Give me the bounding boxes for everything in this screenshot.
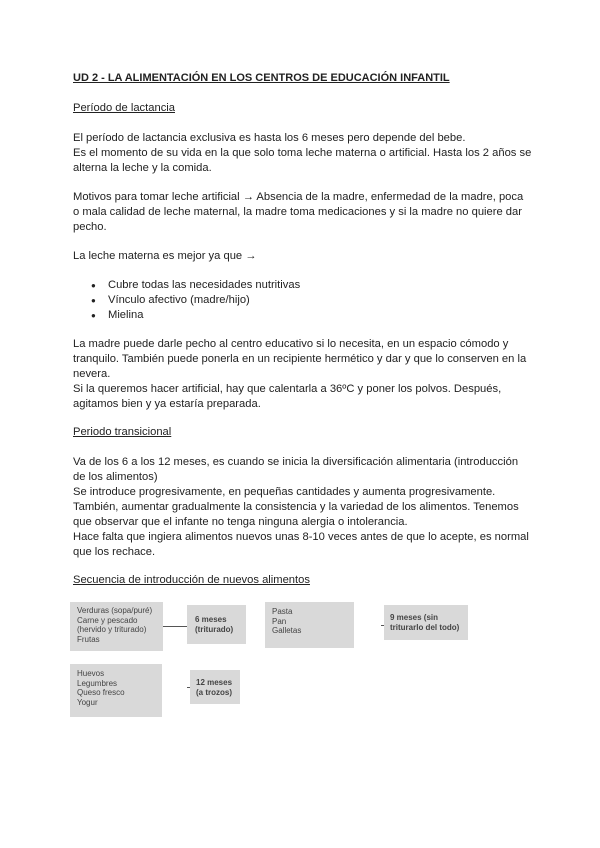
paragraph-line: Va de los 6 a los 12 meses, es cuando se inicia la diversificación alimentaria (introducción xyxy=(73,456,519,468)
list-item: Cubre todas las necesidades nutritivas xyxy=(108,279,301,291)
paragraph-line: Se introduce progresivamente, en pequeñas cantidades y aumenta progresivamente. xyxy=(73,486,496,498)
foods-box-12-months xyxy=(70,664,162,717)
paragraph-line: que los rechace. xyxy=(73,546,156,558)
food-item: Queso fresco xyxy=(77,688,125,697)
paragraph-line: nevera. xyxy=(73,368,111,380)
paragraph-line: También, aumentar gradualmente la consistencia y la variedad de los alimentos. Tenemos xyxy=(73,501,519,513)
food-item: Carne y pescado xyxy=(77,615,138,625)
bullet-icon: ● xyxy=(91,311,96,320)
paragraph-line: La madre puede darle pecho al centro educativo si lo necesita, en un espacio cómodo y xyxy=(73,338,509,350)
food-item: Frutas xyxy=(77,634,100,644)
list-item: Vínculo afectivo (madre/hijo) xyxy=(108,294,250,306)
paragraph-line: Si la queremos hacer artificial, hay que calentarla a 36ºC y poner los polvos. Después, xyxy=(73,383,502,395)
foods-box-9-months xyxy=(265,602,354,648)
age-label: (triturado) xyxy=(195,624,234,634)
age-label: 9 meses (sin xyxy=(390,613,439,622)
food-item: Pan xyxy=(272,616,287,626)
foods-box-6-months xyxy=(70,602,163,651)
paragraph-line: de los alimentos) xyxy=(73,471,158,483)
list-item: Mielina xyxy=(108,309,144,321)
food-item: Yogur xyxy=(77,697,98,707)
age-box-12-months xyxy=(190,670,240,704)
age-label: (a trozos) xyxy=(196,687,232,697)
connector-line xyxy=(163,626,187,627)
paragraph-line: alterna la leche y la comida. xyxy=(73,162,212,174)
heading-secuencia: Secuencia de introducción de nuevos alimentos xyxy=(73,574,310,586)
age-label: 12 meses xyxy=(196,678,233,687)
age-box-6-months xyxy=(187,605,246,644)
paragraph-line: Es el momento de su vida en la que solo toma leche materna o artificial. Hasta los 2 años se xyxy=(73,147,532,159)
age-label: 6 meses xyxy=(195,615,227,624)
paragraph-line: La leche materna es mejor ya que → xyxy=(73,250,257,262)
food-item: Verduras (sopa/puré) xyxy=(77,606,153,615)
paragraph-line: tranquilo. También puede ponerla en un recipiente hermético y dar y que lo conserven en la xyxy=(73,353,527,365)
paragraph-line: pecho. xyxy=(73,221,107,233)
paragraph-line: El período de lactancia exclusiva es hasta los 6 meses pero depende del bebe. xyxy=(73,132,466,144)
food-item: Galletas xyxy=(272,626,302,635)
heading-lactancia: Período de lactancia xyxy=(73,102,175,114)
food-item: Pasta xyxy=(272,607,293,616)
food-item: (hervido y triturado) xyxy=(77,625,147,634)
paragraph-line: que observar que el infante no tenga ninguna alergia o intolerancia. xyxy=(73,516,408,528)
heading-transicional: Periodo transicional xyxy=(73,426,172,438)
food-item: Huevos xyxy=(77,669,105,678)
paragraph-line: Motivos para tomar leche artificial → Absencia de la madre, enfermedad de la madre, poca xyxy=(73,191,524,203)
food-item: Legumbres xyxy=(77,678,118,688)
bullet-icon: ● xyxy=(91,296,96,305)
paragraph-line: Hace falta que ingiera alimentos nuevos unas 8-10 veces antes de que lo acepte, es normal xyxy=(73,531,529,543)
document-title: UD 2 - LA ALIMENTACIÓN EN LOS CENTROS DE EDUCACIÓN INFANTIL xyxy=(73,72,450,84)
bullet-icon: ● xyxy=(91,281,96,290)
paragraph-line: agitamos bien y ya estaría preparada. xyxy=(73,398,261,410)
paragraph-line: o mala calidad de leche maternal, la madre toma medicaciones y si la madre no quiere dar xyxy=(73,206,522,218)
age-label: triturarlo del todo) xyxy=(390,622,460,632)
age-box-9-months xyxy=(384,605,468,640)
